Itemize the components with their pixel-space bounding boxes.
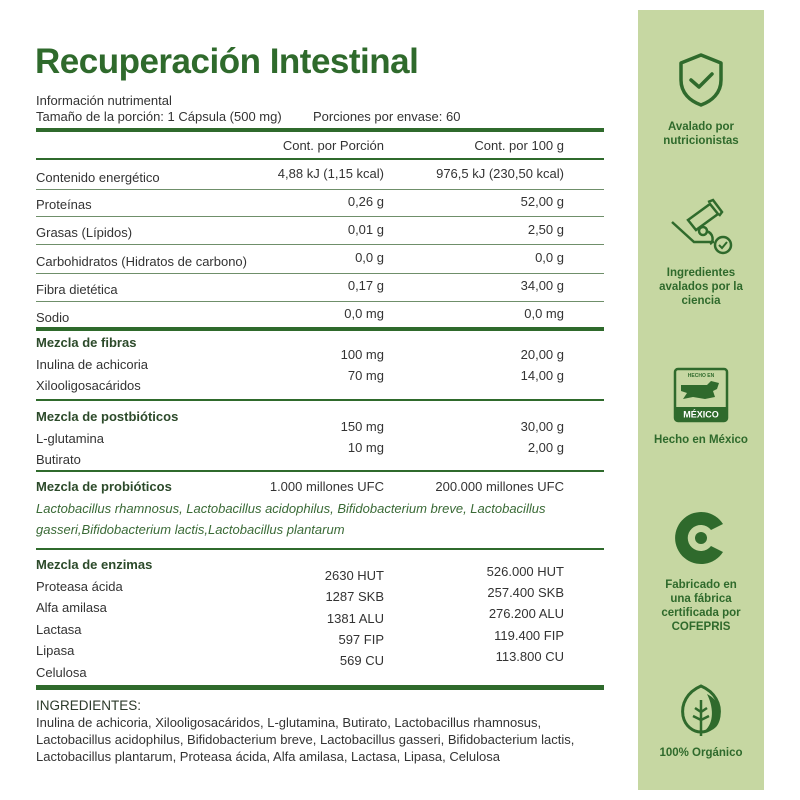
divider xyxy=(36,216,604,217)
enzyme-per100: 119.400 FIP xyxy=(494,628,564,643)
shield-check-icon xyxy=(676,52,726,108)
enzyme-serving: 1287 SKB xyxy=(325,589,384,604)
badges-sidebar xyxy=(638,10,764,790)
ingredients-text: Inulina de achicoria, Xilooligosacáridos, L-glutamina, Butirato, Lactobacillus rhamnosus, Lactobacillus acidophilus, Bifidobacterium breve, Lactobacillus gasseri, Bifidobacterium lactis, Lactobacillus plantarum, Proteasa ácida, Alfa amilasa, Lactasa, Lipasa, Celulosa xyxy=(36,715,575,764)
divider xyxy=(36,128,604,132)
page-title: Recuperación Intestinal xyxy=(35,42,419,81)
badge-label: Ingredientes avalados por la ciencia xyxy=(659,267,743,307)
divider xyxy=(36,327,604,331)
nutrient-per100: 0,0 g xyxy=(535,250,564,265)
microscope-icon xyxy=(666,198,736,260)
badge-organic xyxy=(638,682,764,760)
divider xyxy=(36,399,604,401)
hecho-en-mexico-icon xyxy=(673,367,729,423)
badge-label: Hecho en México xyxy=(654,434,748,446)
column-header-per-100g: Cont. por 100 g xyxy=(474,138,564,153)
divider xyxy=(36,244,604,245)
ingredient-serving: 150 mg xyxy=(340,419,384,434)
ingredient-name: Butirato xyxy=(36,452,81,467)
leaf-icon xyxy=(673,682,729,738)
nutrient-name: Contenido energético xyxy=(36,170,160,185)
enzyme-serving: 569 CU xyxy=(339,653,384,668)
divider xyxy=(36,189,604,190)
nutrient-name: Carbohidratos (Hidratos de carbono) xyxy=(36,254,247,269)
section-heading-postbiotics: Mezcla de postbióticos xyxy=(36,409,179,424)
nutrient-name: Fibra dietética xyxy=(36,282,118,297)
ingredient-name: Inulina de achicoria xyxy=(36,357,149,372)
svg-text:HECHO EN: HECHO EN xyxy=(687,373,715,379)
divider xyxy=(36,273,604,274)
probiotics-serving: 1.000 millones UFC xyxy=(269,479,384,494)
enzyme-per100: 276.200 ALU xyxy=(488,606,564,621)
enzyme-per100: 257.400 SKB xyxy=(487,585,564,600)
ingredient-per100: 14,00 g xyxy=(520,368,564,383)
badge-mexico xyxy=(638,367,764,447)
ingredient-name: L-glutamina xyxy=(36,431,104,446)
nutrient-name: Sodio xyxy=(36,310,70,325)
enzyme-serving: 2630 HUT xyxy=(324,568,384,583)
info-heading: Información nutrimental xyxy=(36,93,172,108)
cofepris-icon xyxy=(673,510,729,566)
divider xyxy=(36,548,604,550)
column-header-per-serving: Cont. por Porción xyxy=(282,138,384,153)
ingredients-heading: INGREDIENTES: xyxy=(36,698,142,713)
ingredient-serving: 100 mg xyxy=(340,347,384,362)
ingredient-per100: 2,00 g xyxy=(527,440,564,455)
section-heading-enzymes: Mezcla de enzimas xyxy=(36,557,153,572)
nutrient-name: Grasas (Lípidos) xyxy=(36,225,133,240)
badge-label: 100% Orgánico xyxy=(659,747,743,759)
badge-cofepris xyxy=(638,510,764,634)
probiotics-per100: 200.000 millones UFC xyxy=(435,479,564,494)
ingredient-serving: 10 mg xyxy=(347,440,384,455)
logo-text: MÉXICO xyxy=(683,409,719,420)
ingredient-name: Xilooligosacáridos xyxy=(36,378,141,393)
ingredient-per100: 20,00 g xyxy=(520,347,564,362)
divider xyxy=(36,301,604,302)
divider xyxy=(36,158,604,160)
nutrient-per100: 52,00 g xyxy=(520,194,564,209)
enzyme-name: Alfa amilasa xyxy=(36,600,107,615)
ingredient-serving: 70 mg xyxy=(347,368,384,383)
nutrient-serving: 0,26 g xyxy=(347,194,384,209)
nutrient-per100: 0,0 mg xyxy=(524,306,564,321)
enzyme-per100: 113.800 CU xyxy=(495,649,564,664)
divider xyxy=(36,470,604,472)
enzyme-per100: 526.000 HUT xyxy=(486,564,564,579)
section-heading-fibers: Mezcla de fibras xyxy=(36,335,137,350)
badge-nutritionists xyxy=(638,52,764,148)
badge-label: Fabricado en una fábrica certificada por COFEPRIS xyxy=(661,579,741,633)
probiotic-strains: gasseri,Bifidobacterium lactis,Lactobacillus plantarum xyxy=(36,522,345,537)
enzyme-name: Celulosa xyxy=(36,665,87,680)
serving-size: Tamaño de la porción: 1 Cápsula (500 mg) xyxy=(36,109,282,124)
enzyme-serving: 1381 ALU xyxy=(326,611,384,626)
nutrient-serving: 0,0 g xyxy=(355,250,384,265)
enzyme-name: Lipasa xyxy=(36,643,75,658)
probiotic-strains: Lactobacillus rhamnosus, Lactobacillus acidophilus, Bifidobacterium breve, Lactobacillus xyxy=(36,501,546,516)
enzyme-name: Proteasa ácida xyxy=(36,579,123,594)
badge-science xyxy=(638,198,764,308)
nutrient-serving: 4,88 kJ (1,15 kcal) xyxy=(277,166,384,181)
nutrient-serving: 0,0 mg xyxy=(344,306,384,321)
nutrient-serving: 0,17 g xyxy=(347,278,384,293)
enzyme-name: Lactasa xyxy=(36,622,82,637)
section-heading-probiotics: Mezcla de probióticos xyxy=(36,479,172,494)
nutrient-per100: 34,00 g xyxy=(520,278,564,293)
nutrient-serving: 0,01 g xyxy=(347,222,384,237)
enzyme-serving: 597 FIP xyxy=(338,632,384,647)
divider xyxy=(36,685,604,690)
ingredient-per100: 30,00 g xyxy=(520,419,564,434)
nutrient-per100: 2,50 g xyxy=(527,222,564,237)
nutrient-per100: 976,5 kJ (230,50 kcal) xyxy=(436,166,564,181)
nutrient-name: Proteínas xyxy=(36,197,92,212)
servings-per-container: Porciones por envase: 60 xyxy=(313,109,461,124)
badge-label: Avalado por nutricionistas xyxy=(663,121,739,147)
